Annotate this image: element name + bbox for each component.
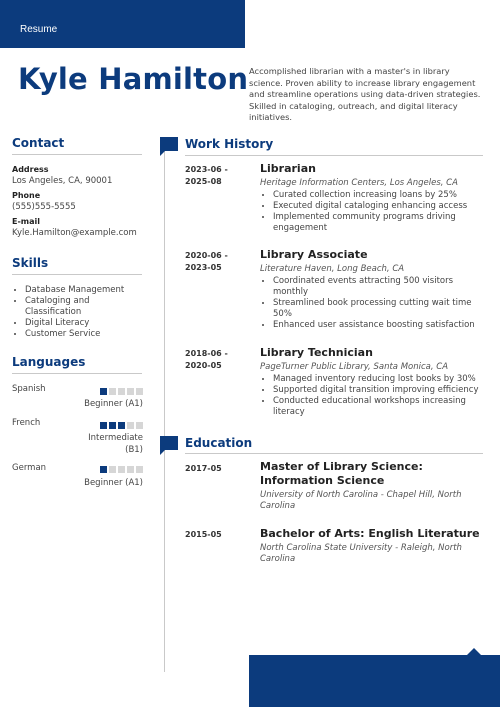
job-end: 2025-08 <box>185 176 222 186</box>
job-title: Library Associate <box>260 248 368 261</box>
job-bullet: • Managed inventory reducing lost books by 30% <box>273 374 485 385</box>
level-square <box>136 422 143 429</box>
languages-section <box>12 355 142 374</box>
skills-list <box>12 285 142 340</box>
education-rule <box>185 453 483 454</box>
address-value: Los Angeles, CA, 90001 <box>12 176 113 186</box>
degree: Bachelor of Arts: English Literature <box>260 527 480 540</box>
job-bullet: • Implemented community programs driving engagement <box>273 212 485 234</box>
level-square <box>118 422 125 429</box>
footer-notch <box>467 648 481 655</box>
job-bullet: • Conducted educational workshops increasing literacy <box>273 396 485 418</box>
skills-section <box>12 256 142 340</box>
job-dates <box>185 348 228 371</box>
job-bullet: • Coordinated events attracting 500 visitors monthly <box>273 276 485 298</box>
work-history-title: Work History <box>185 137 274 151</box>
job-bullets <box>260 190 485 234</box>
job-title: Library Technician <box>260 346 373 359</box>
job-dates <box>185 250 228 273</box>
job-entry <box>260 346 485 418</box>
language-level: Intermediate (B1) <box>88 433 143 455</box>
job-bullets <box>260 276 485 331</box>
skill-item: • Digital Literacy <box>25 318 142 329</box>
job-title: Librarian <box>260 162 316 175</box>
job-end: 2023-05 <box>185 262 222 272</box>
level-square <box>109 388 116 395</box>
job-bullet: • Curated collection increasing loans by 25% <box>273 190 485 201</box>
level-square <box>100 422 107 429</box>
job-bullet: • Streamlined book processing cutting wait time 50% <box>273 298 485 320</box>
summary: Accomplished librarian with a master's in library science. Proven ability to increase library engagement and streamline operations using data-driven strategies. Skilled in cataloging, outreach, and digital literacy initiatives. <box>249 66 481 122</box>
language-name: French <box>12 418 41 428</box>
job-end: 2020-05 <box>185 360 222 370</box>
phone-value: (555)555-5555 <box>12 202 76 212</box>
email-label: E-mail <box>12 217 41 226</box>
language-level-bar <box>100 466 143 473</box>
level-square <box>100 388 107 395</box>
level-square <box>109 466 116 473</box>
language-level: Beginner (A1) <box>84 399 143 409</box>
job-start: 2018-06 - <box>185 349 228 358</box>
section-flag-icon <box>160 436 178 450</box>
skill-item: • Database Management <box>25 285 142 296</box>
job-entry <box>260 162 485 234</box>
address-label: Address <box>12 165 49 174</box>
education-entry <box>260 527 485 566</box>
education-date: 2017-05 <box>185 464 222 473</box>
language-name: Spanish <box>12 384 46 394</box>
job-org: Literature Haven, Long Beach, CA <box>260 264 405 274</box>
level-square <box>100 466 107 473</box>
job-start: 2020-06 - <box>185 251 228 260</box>
section-flag-icon <box>160 137 178 151</box>
level-square <box>109 422 116 429</box>
job-bullets <box>260 374 485 418</box>
level-square <box>136 388 143 395</box>
language-level-bar <box>100 422 143 429</box>
phone-label: Phone <box>12 191 41 200</box>
level-square <box>118 388 125 395</box>
skill-item: • Customer Service <box>25 329 142 340</box>
contact-section <box>12 136 142 238</box>
language-level-bar <box>100 388 143 395</box>
level-square <box>136 466 143 473</box>
footer-block <box>249 655 500 707</box>
job-dates <box>185 164 228 187</box>
job-bullet: • Executed digital cataloging enhancing access <box>273 201 485 212</box>
level-square <box>127 422 134 429</box>
skills-title: Skills <box>12 256 142 275</box>
school: North Carolina State University - Raleigh, North Carolina <box>260 543 462 564</box>
level-square <box>118 466 125 473</box>
education-date: 2015-05 <box>185 530 222 539</box>
job-bullet: • Enhanced user assistance boosting satisfaction <box>273 320 485 331</box>
job-bullet: • Supported digital transition improving efficiency <box>273 385 485 396</box>
language-name: German <box>12 463 47 473</box>
job-start: 2023-06 - <box>185 165 228 174</box>
email-value[interactable]: Kyle.Hamilton@example.com <box>12 228 137 238</box>
language-level: Beginner (A1) <box>84 478 143 488</box>
job-org: Heritage Information Centers, Los Angeles, CA <box>260 178 458 188</box>
header-bar <box>0 0 245 48</box>
contact-title: Contact <box>12 136 142 155</box>
work-history-rule <box>185 155 483 156</box>
languages-title: Languages <box>12 355 142 374</box>
job-entry <box>260 248 485 331</box>
education-entry <box>260 460 485 513</box>
level-square <box>127 388 134 395</box>
skill-item: • Cataloging and Classification <box>25 296 142 318</box>
job-org: PageTurner Public Library, Santa Monica, CA <box>260 362 449 372</box>
school: University of North Carolina - Chapel Hill, North Carolina <box>260 490 462 511</box>
level-square <box>127 466 134 473</box>
education-title: Education <box>185 436 253 450</box>
candidate-name: Kyle Hamilton <box>18 62 249 96</box>
resume-tag: Resume <box>20 24 58 35</box>
timeline-line <box>164 142 165 672</box>
degree: Master of Library Science: Information Science <box>260 460 423 487</box>
